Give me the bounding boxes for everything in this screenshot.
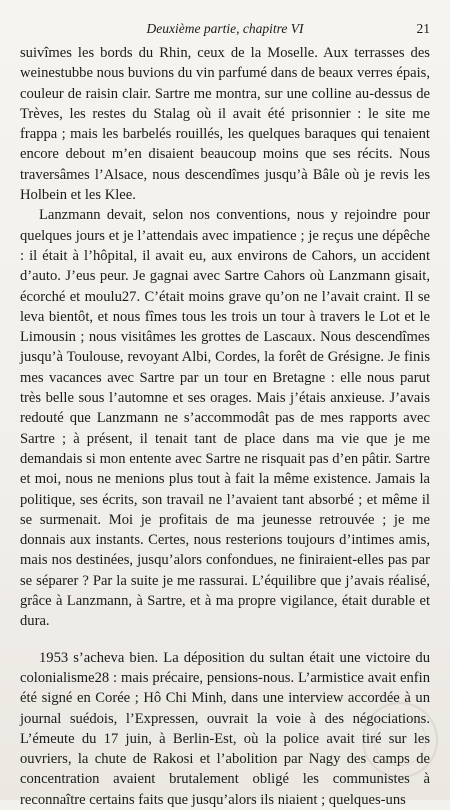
- running-title: Deuxième partie, chapitre VI: [146, 21, 304, 36]
- paragraph-1: suivîmes les bords du Rhin, ceux de la Moselle. Aux terrasses des weinestubbe nous buvions du vin parfumé dans de beaux verres épais, couleur de raisin clair. Sartre me montra, sur une colline au-dessus de Trèves, les restes du Stalag où il avait été prisonnier : le site me frappa ; mais les barbelés rouillés, les quelques baraques qui tenaient encore debout m’en disaient beaucoup moins que ses récits. Nous traversâmes l’Alsace, nous descendîmes jusqu’à Bâle où je revis les Holbein et les Klee.: [20, 45, 430, 204]
- paragraph-3: 1953 s’acheva bien. La déposition du sultan était une victoire du colonialisme28 : mais précaire, pensions-nous. L’armistice avait enfin été signé en Corée ; Hô Chi Minh, dans une interview accordée à un journal suédois, l’Expressen, ouvrait la voie à des négociations. L’émeute du 17 juin, à Berlin-Est, où la police avait tiré sur les ouvriers, la chute de Rakosi et l’abolition par Nagy des camps de concentration avaient brutalement obligé les communistes à reconnaître certains faits que jusqu’alors ils niaient ; quelques-uns: [20, 649, 430, 808]
- paragraph-2: Lanzmann devait, selon nos conventions, nous y rejoindre pour quelques jours et je l’attendais avec impatience ; je reçus une dépêche : il était à l’hôpital, il avait eu, aux environs de Cahors, un accident d’auto. J’eus peur. Je gagnai avec Sartre Cahors où Lanzmann gisait, écorché et moulu27. C’était moins grave qu’on ne l’avait craint. Il se leva bientôt, et nous fîmes tous les trois un tour à travers le Lot et le Limousin ; nous visitâmes les grottes de Lascaux. Nous descendîmes jusqu’à Toulouse, revoyant Albi, Cordes, la forêt de Grésigne. Je finis mes vacances avec Sartre par un tour en Bretagne : elle nous parut très belle sous l’automne et ses orages. Mais j’étais anxieuse. J’avais redouté que Lanzmann ne s’accommodât pas de mes rapports avec Sartre ; à présent, il tenait tant de place dans ma vie que je me demandais si mon entente avec Sartre ne risquait pas d’en pâtir. Sartre et moi, nous ne menions plus tout à fait la même existence. Jamais la politique, ses écrits, son travail ne l’avaient tant absorbé ; et même il se surmenait. Moi je profitais de ma jeunesse retrouvée ; je me donnais aux instants. Certes, nous resterions toujours d’intimes amis, mais nos destinées, jusqu’alors confondues, ne finiraient-elles pas par se séparer ? Par la suite je me rassurai. L’équilibre que j’avais réalisé, grâce à Lanzmann, à Sartre, et à ma propre vigilance, était durable et dura.: [20, 207, 430, 630]
- library-stamp: [362, 702, 438, 778]
- page-header: [20, 20, 430, 38]
- page-number: 21: [416, 21, 430, 36]
- body-text: [20, 43, 430, 810]
